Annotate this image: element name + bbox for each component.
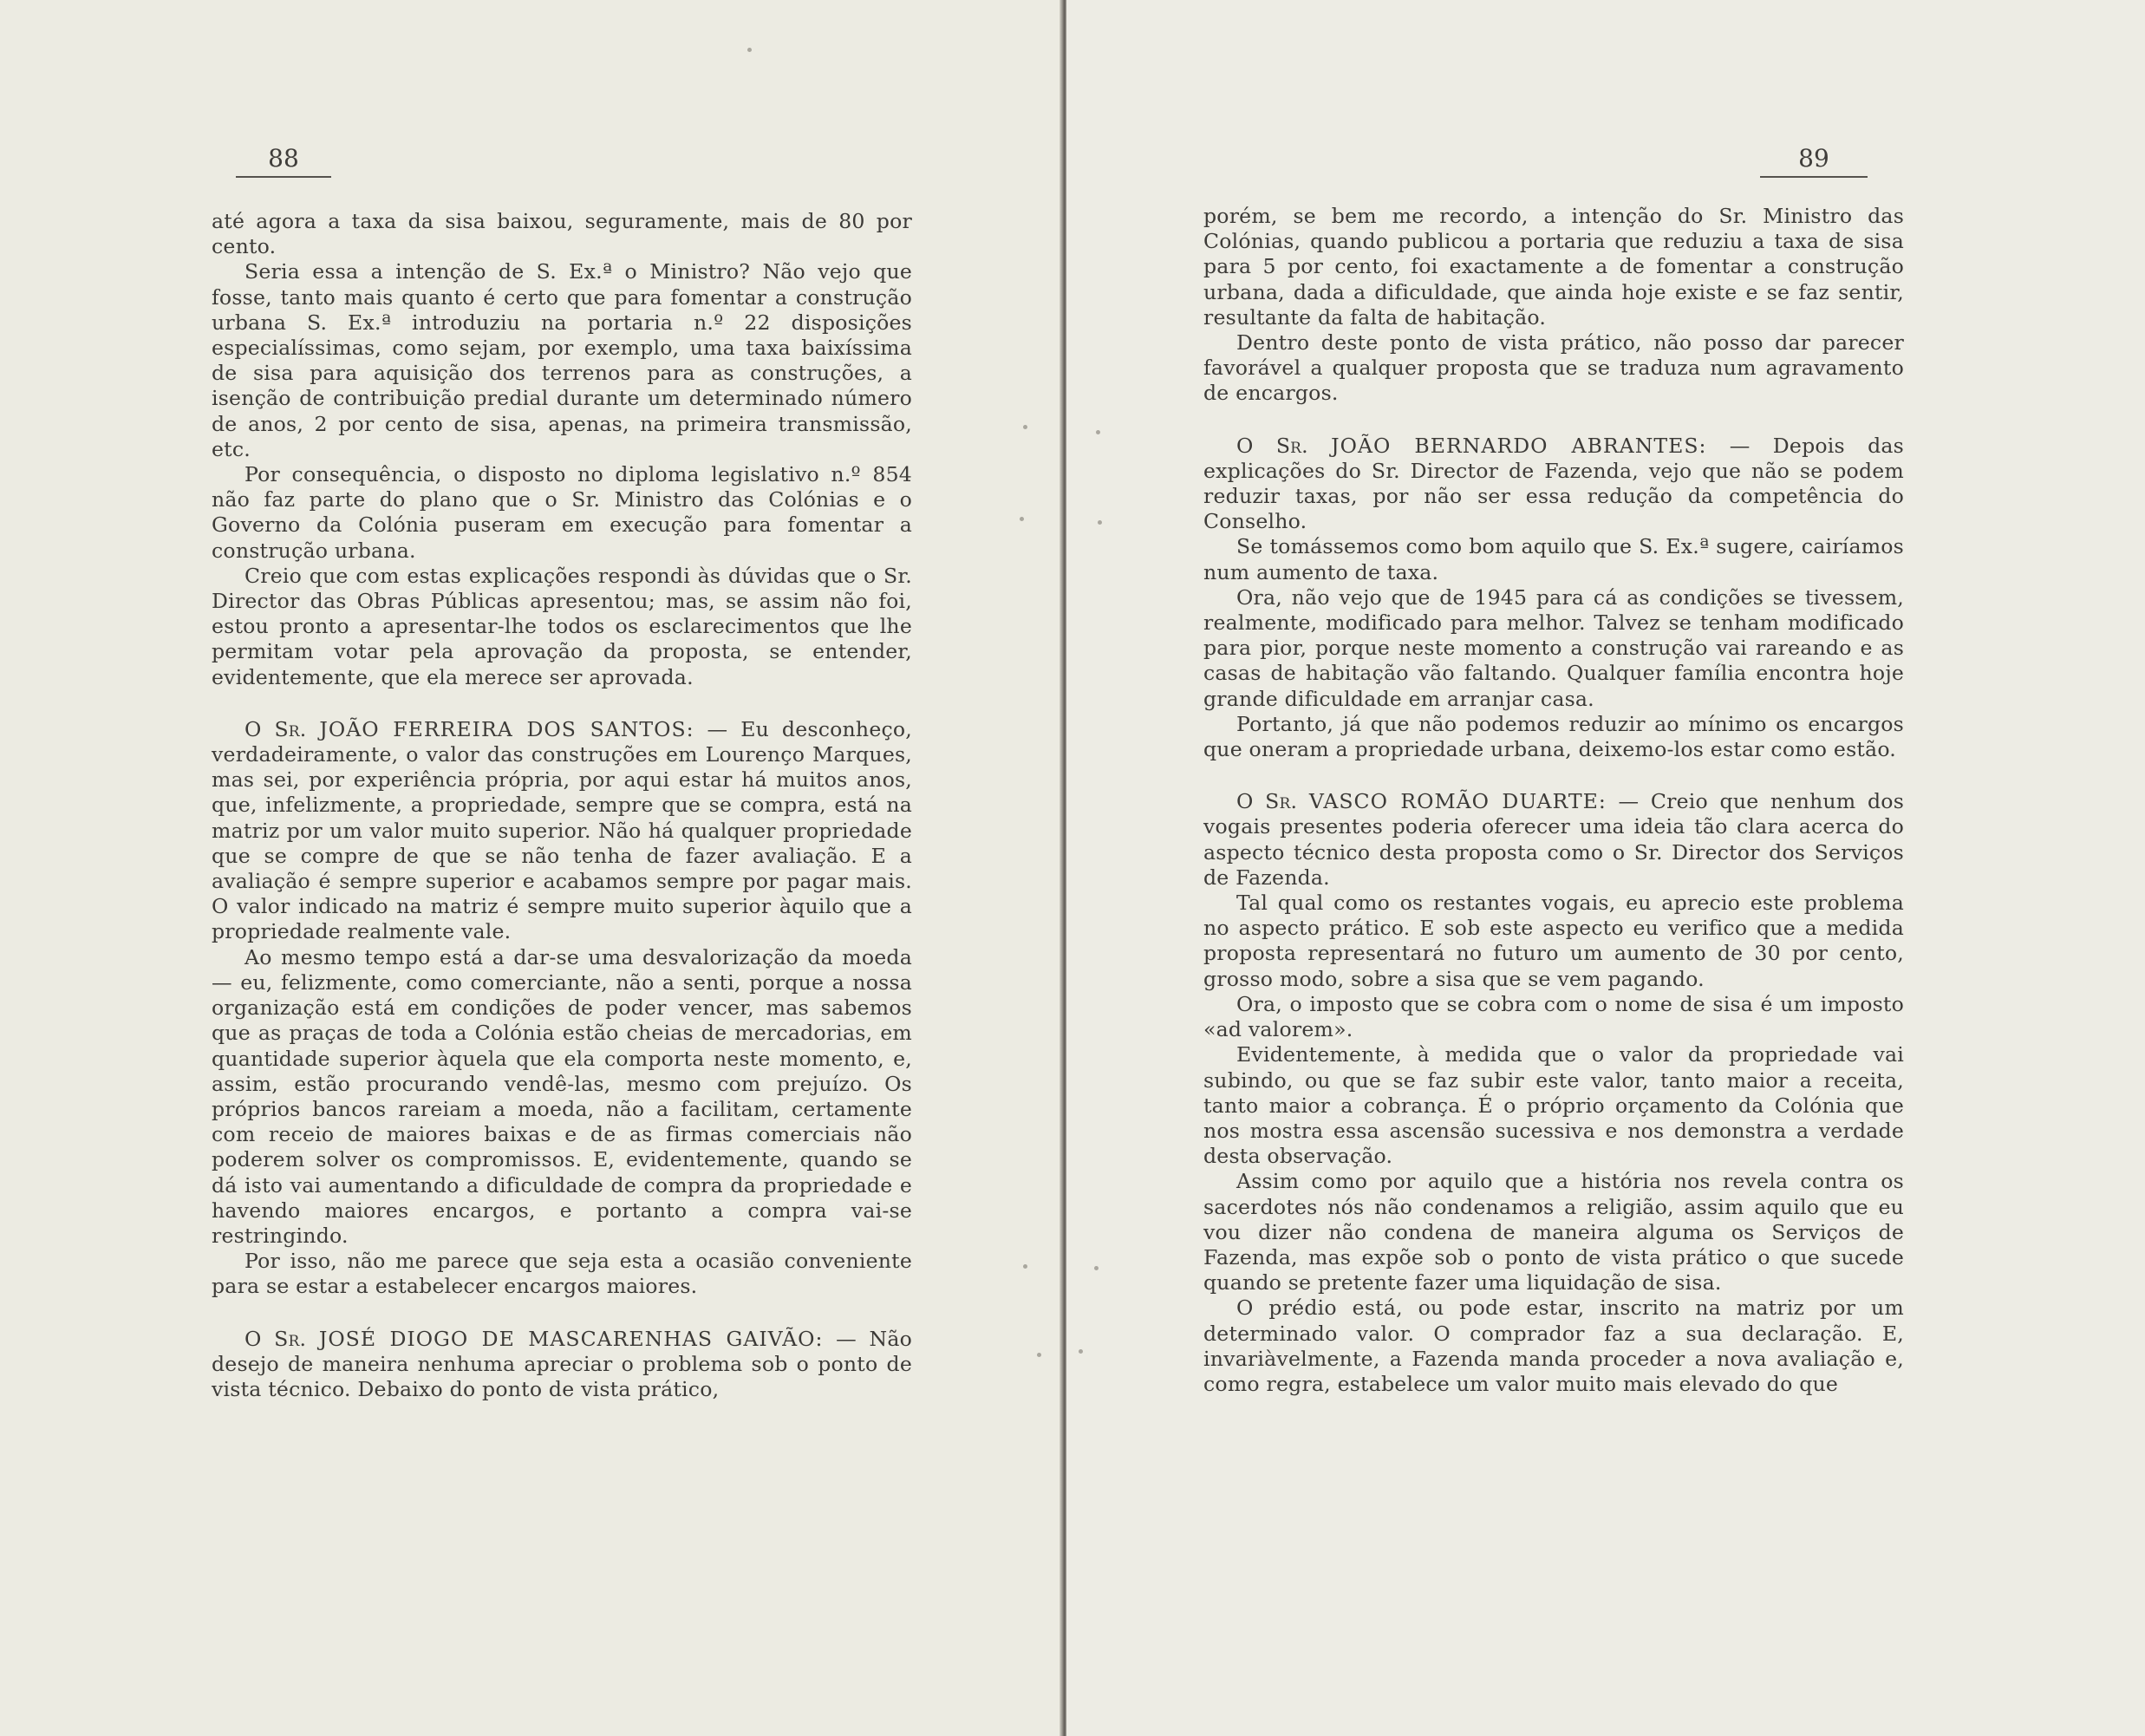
right-page — [1066, 0, 2145, 1736]
speech-paragraph — [212, 717, 912, 945]
paragraph: Tal qual como os restantes vogais, eu aprecio este problema no aspecto prático. E sob este aspecto eu verifico que a medida proposta representará no futuro um aumento de 30 por cento, grosso modo, sobre a sisa que se vem pagando. — [1203, 891, 1904, 991]
speech-text: — Creio que nenhum dos vogais presentes poderia oferecer uma ideia tão clara acerca do aspecto técnico desta proposta como o Sr. Director dos Serviços de Fazenda. — [1203, 789, 1905, 890]
speaker-name: JOÃO FERREIRA DOS SANTOS: — [319, 716, 694, 741]
speaker-title: O Sr. — [1236, 789, 1298, 814]
paragraph: Ao mesmo tempo está a dar-se uma desvalorização da moeda — eu, felizmente, como comerciante, não a senti, porque a nossa organização está em condições de poder vencer, mas sabemos que as praças de toda a Colónia estão cheias de mercadorias, em quantidade superior àquela que ela comporta neste momento, e, assim, estão procurando vendê-las, mesmo com prejuízo. Os próprios bancos rareiam a moeda, não a facilitam, certamente com receio de maiores baixas e de as firmas comerciais não poderem solver os compromissos. E, evidentemente, quando se dá isto vai aumentando a dificuldade de compra da propriedade e havendo maiores encargos, e portanto a compra vai-se restringindo. — [212, 944, 912, 1248]
speaker-name: VASCO ROMÃO DUARTE: — [1308, 789, 1607, 814]
speech-paragraph — [212, 1327, 912, 1403]
page-number: 89 — [1798, 144, 1829, 173]
paragraph: Ora, não vejo que de 1945 para cá as condições se tivessem, realmente, modificado para melhor. Talvez se tenham modificado para pior, porque neste momento a construção vai rareando e as casas de habitação vão faltando. Qualquer família encontra hoje grande dificuldade em arranjar casa. — [1203, 584, 1904, 711]
left-text-column — [212, 209, 912, 1402]
left-page — [0, 0, 1061, 1736]
speech-paragraph — [1203, 789, 1904, 891]
speaker-name: JOÃO BERNARDO ABRANTES: — [1331, 433, 1707, 458]
paragraph: Seria essa a intenção de S. Ex.ª o Ministro? Não vejo que fosse, tanto mais quanto é certo que para fomentar a construção urbana S. Ex.ª introduziu na portaria n.º 22 disposições especialíssimas, como sejam, por exemplo, uma taxa baixíssima de sisa para aquisição dos terrenos para as construções, a isenção de contribuição predial durante um determinado número de anos, 2 por cento de sisa, apenas, na primeira transmissão, etc. — [212, 259, 912, 461]
speech-text: — Eu desconheço, verdadeiramente, o valor das construções em Lourenço Marques, mas sei, por experiência própria, por aqui estar há muitos anos, que, infelizmente, a propriedade, sempre que se compra, está na matriz por um valor muito superior. Não há qualquer propriedade que se compre de que se não tenha de fazer avaliação. E a avaliação é sempre superior e acabamos sempre por pagar mais. O valor indicado na matriz é sempre muito superior àquilo que a propriedade realmente vale. — [212, 716, 913, 944]
paragraph: Por consequência, o disposto no diploma legislativo n.º 854 não faz parte do plano que o Sr. Ministro das Colónias e o Governo da Colónia puseram em execução para fomentar a construção urbana. — [212, 462, 912, 563]
speaker-title: O Sr. — [1236, 433, 1308, 458]
page-number-rule — [236, 176, 331, 178]
speaker-name: JOSÉ DIOGO DE MASCARENHAS GAIVÃO: — [318, 1326, 824, 1351]
right-text-column — [1203, 204, 1904, 1397]
page-number-rule — [1760, 176, 1868, 178]
paragraph: Dentro deste ponto de vista prático, não posso dar parecer favorável a qualquer proposta que se traduza num agravamento de encargos. — [1203, 330, 1904, 406]
paragraph: Se tomássemos como bom aquilo que S. Ex.ª sugere, cairíamos num aumento de taxa. — [1203, 534, 1904, 584]
speech-text: — Não desejo de maneira nenhuma apreciar o problema sob o ponto de vista técnico. Debaixo do ponto de vista prático, — [212, 1326, 913, 1401]
page-number: 88 — [268, 144, 299, 173]
speaker-title: O Sr. — [244, 1326, 307, 1351]
paragraph: Evidentemente, à medida que o valor da propriedade vai subindo, ou que se faz subir este valor, tanto maior a receita, tanto maior a cobrança. É o próprio orçamento da Colónia que nos mostra essa ascensão sucessiva e nos demonstra a verdade desta observação. — [1203, 1042, 1904, 1169]
speech-paragraph — [1203, 434, 1904, 535]
paragraph: Ora, o imposto que se cobra com o nome de sisa é um imposto «ad valorem». — [1203, 991, 1904, 1042]
paragraph: O prédio está, ou pode estar, inscrito na matriz por um determinado valor. O comprador faz a sua declaração. E, invariàvelmente, a Fazenda manda proceder a nova avaliação e, como regra, estabelece um valor muito mais elevado do que — [1203, 1295, 1904, 1396]
paragraph: porém, se bem me recordo, a intenção do Sr. Ministro das Colónias, quando publicou a portaria que reduziu a taxa de sisa para 5 por cento, foi exactamente a de fomentar a construção urbana, dada a dificuldade, que ainda hoje existe e se faz sentir, resultante da falta de habitação. — [1203, 204, 1904, 330]
paragraph: Por isso, não me parece que seja esta a ocasião conveniente para se estar a estabelecer encargos maiores. — [212, 1249, 912, 1299]
paragraph: Assim como por aquilo que a história nos revela contra os sacerdotes nós não condenamos a religião, assim aquilo que eu vou dizer não condena de maneira alguma os Serviços de Fazenda, mas expõe sob o ponto de vista prático o que sucede quando se pretente fazer uma liquidação de sisa. — [1203, 1169, 1904, 1295]
speech-text: — Depois das explicações do Sr. Director de Fazenda, vejo que não se podem reduzir taxas, por não ser essa redução da competência do Conselho. — [1203, 433, 1904, 534]
paragraph: até agora a taxa da sisa baixou, seguramente, mais de 80 por cento. — [212, 209, 912, 259]
paragraph: Portanto, já que não podemos reduzir ao mínimo os encargos que oneram a propriedade urbana, deixemo-los estar como estão. — [1203, 711, 1904, 762]
paragraph: Creio que com estas explicações respondi às dúvidas que o Sr. Director das Obras Públicas apresentou; mas, se assim não foi, estou pronto a apresentar-lhe todos os esclarecimentos que lhe permitam votar pela aprovação da proposta, se entender, evidentemente, que ela merece ser aprovada. — [212, 563, 912, 689]
speaker-title: O Sr. — [244, 716, 307, 741]
